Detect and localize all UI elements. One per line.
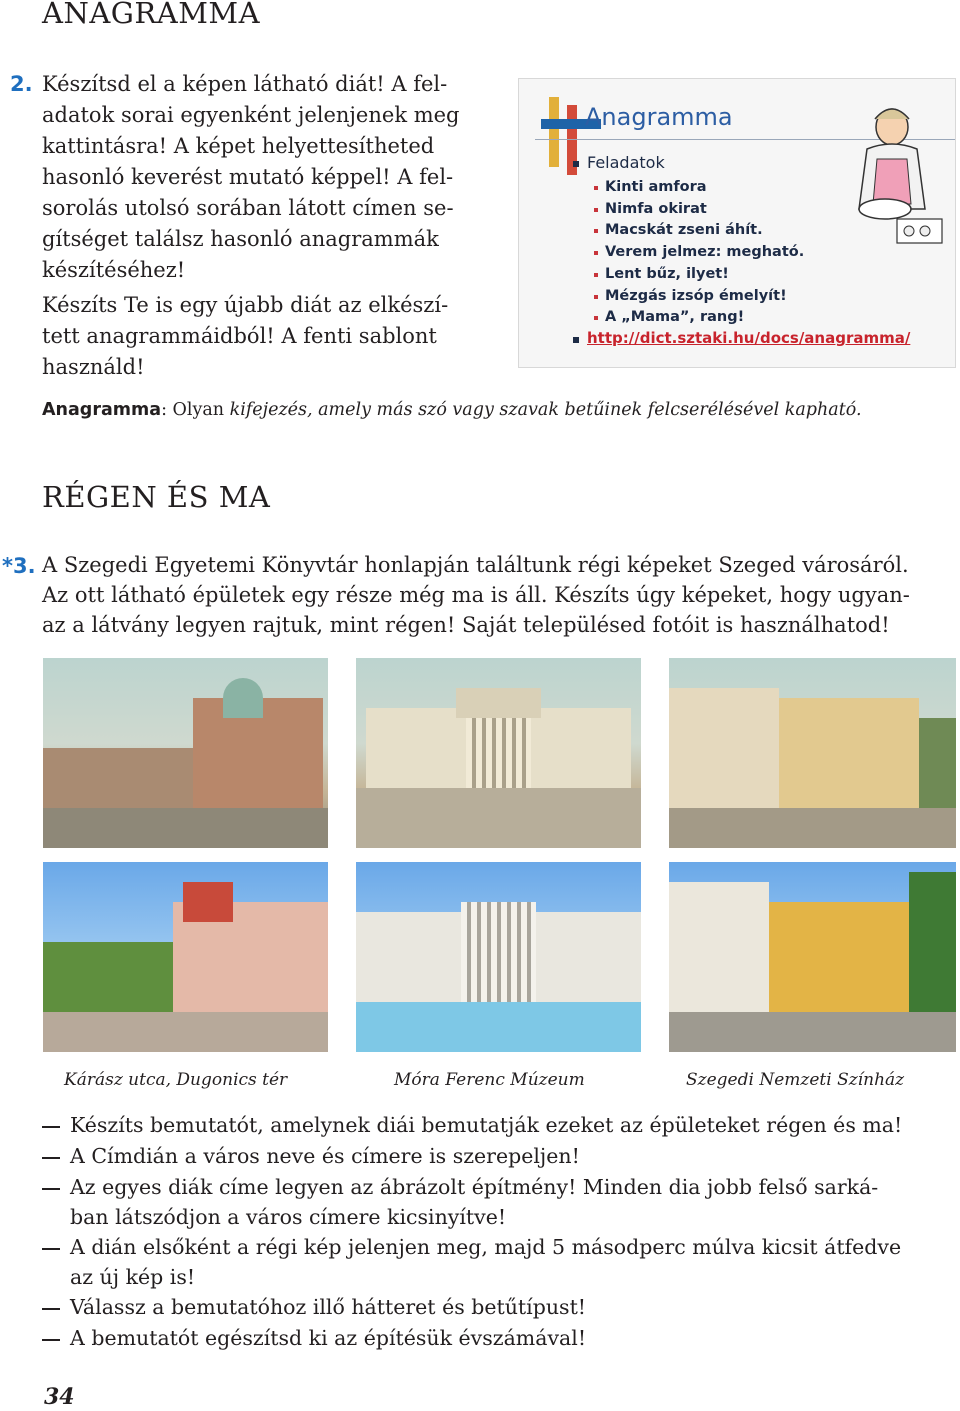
text-line: Készíts Te is egy újabb diát az elkészí- [42, 293, 449, 317]
anagram-slide-image [518, 78, 956, 368]
slide-item-list [605, 177, 804, 329]
text-line: tett anagrammáidból! A fenti sablont [42, 324, 437, 348]
list-item-text: Az egyes diák címe legyen az ábrázolt építmény! Minden dia jobb felső sarká- [70, 1175, 879, 1199]
definition-text: kifejezés, amely más szó vagy szavak betűinek felcserélésével kapható. [229, 400, 862, 420]
list-item-text: Készíts bemutatót, amelynek diái bemutatják ezeket az épületeket régen és ma! [70, 1113, 903, 1137]
text-line: A Szegedi Egyetemi Könyvtár honlapján találtunk régi képeket Szeged városáról. [42, 553, 909, 577]
definition-colon: : Olyan [161, 400, 230, 420]
dash-icon [42, 1126, 60, 1128]
new-photo-karasz-utca [43, 862, 328, 1052]
chef-illustration-icon [837, 99, 947, 249]
task-number: *3. [2, 554, 36, 578]
old-photo-karasz-utca [43, 658, 328, 848]
slide-subtitle: Feladatok [587, 153, 665, 172]
list-item [42, 1110, 902, 1140]
slide-item: Macskát zseni áhít. [605, 220, 804, 242]
slide-bullet-icon [573, 337, 579, 343]
new-photo-mora-muzeum [356, 862, 641, 1052]
list-item-continuation: ban látszódjon a város címere kicsinyítve! [70, 1205, 507, 1229]
list-item [42, 1292, 586, 1322]
text-line: gítséget találsz hasonló anagrammák [42, 227, 439, 251]
slide-item: Nimfa okirat [605, 199, 804, 221]
text-line: készítéséhez! [42, 258, 186, 282]
text-line: Az ott látható épületek egy része még ma is áll. Készíts úgy képeket, hogy ugyan- [42, 583, 910, 607]
section-title-anagramma: ANAGRAMMA [42, 0, 261, 30]
section-title-regen-es-ma: RÉGEN ÉS MA [42, 480, 271, 514]
slide-title: Anagramma [585, 103, 733, 131]
slide-decoration [549, 97, 559, 167]
slide-bullet-icon [573, 161, 579, 167]
list-item [42, 1141, 580, 1171]
caption-karasz: Kárász utca, Dugonics tér [64, 1070, 288, 1090]
text-line: hasonló keverést mutató képpel! A fel- [42, 165, 454, 189]
caption-mora: Móra Ferenc Múzeum [394, 1070, 585, 1090]
list-item-text: A bemutatót egészítsd ki az építésük évszámával! [70, 1326, 587, 1350]
list-item-text: Válassz a bemutatóhoz illő hátteret és betűtípust! [70, 1295, 587, 1319]
caption-szinhaz: Szegedi Nemzeti Színház [686, 1070, 905, 1090]
old-photo-szinhaz [669, 658, 956, 848]
text-line: Készítsd el a képen látható diát! A fel- [42, 72, 448, 96]
slide-link: http://dict.sztaki.hu/docs/anagramma/ [587, 329, 911, 347]
list-item [42, 1232, 901, 1292]
text-line: sorolás utolsó sorában látott címen se- [42, 196, 454, 220]
list-item-text: A dián elsőként a régi kép jelenjen meg, majd 5 másodperc múlva kicsit átfedve [70, 1235, 902, 1259]
task-paragraph-2 [42, 290, 502, 383]
dash-icon [42, 1157, 60, 1159]
dash-icon [42, 1339, 60, 1341]
page-number: 34 [44, 1384, 75, 1410]
list-item-text: A Címdián a város neve és címere is szerepeljen! [70, 1144, 580, 1168]
slide-item: Kinti amfora [605, 177, 804, 199]
text-line: adatok sorai egyenként jelenjenek meg [42, 103, 460, 127]
text-line: kattintásra! A képet helyettesítheted [42, 134, 435, 158]
slide-item: Verem jelmez: megható. [605, 242, 804, 264]
slide-item: A „Mama”, rang! [605, 307, 804, 329]
text-line: az a látvány legyen rajtuk, mint régen! Saját településed fotóit is használhatod! [42, 613, 890, 637]
slide-item: Mézgás izsóp émelyít! [605, 286, 804, 308]
dash-icon [42, 1308, 60, 1310]
list-item-continuation: az új kép is! [70, 1265, 196, 1289]
definition-term: Anagramma [42, 400, 162, 420]
slide-item: Lent bűz, ilyet! [605, 264, 804, 286]
task-number: 2. [10, 72, 33, 96]
dash-icon [42, 1248, 60, 1250]
old-photo-mora-muzeum [356, 658, 641, 848]
task-paragraph-3 [42, 550, 957, 640]
definition [42, 400, 862, 420]
list-item [42, 1323, 586, 1353]
list-item [42, 1172, 878, 1232]
text-line: használd! [42, 355, 145, 379]
task-paragraph-1 [42, 69, 502, 286]
new-photo-szinhaz [669, 862, 956, 1052]
dash-icon [42, 1188, 60, 1190]
